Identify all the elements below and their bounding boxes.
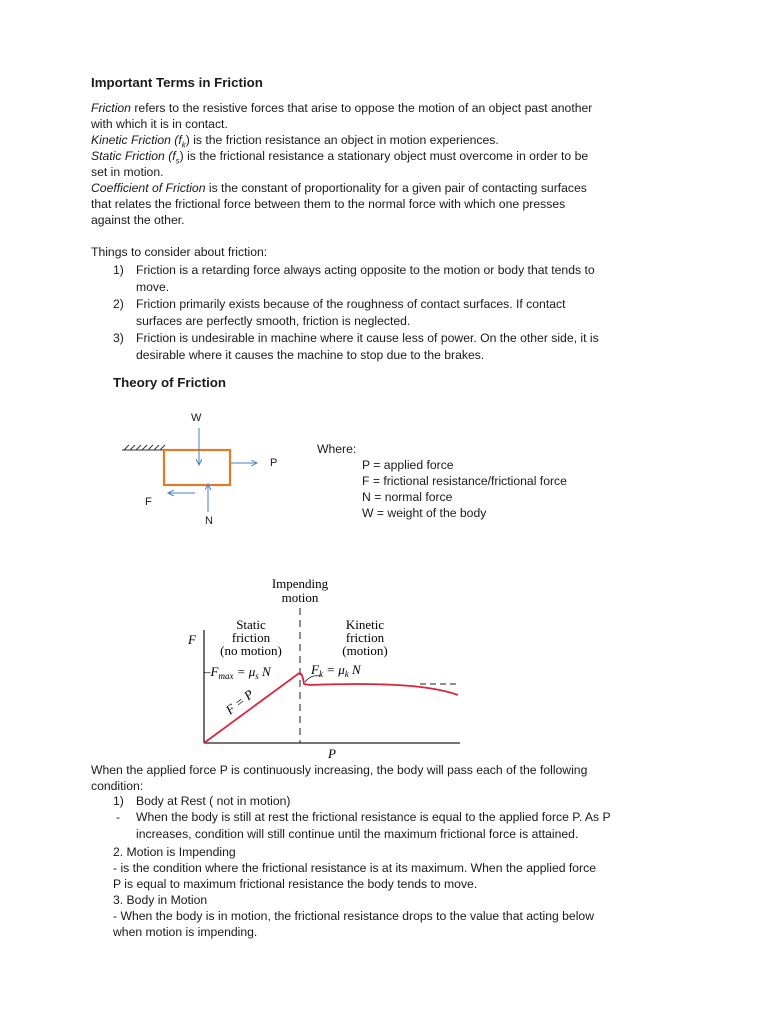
list-number: 1) bbox=[113, 263, 124, 277]
fmax-eq: = μ bbox=[233, 664, 256, 679]
list-item-line2: surfaces are perfectly smooth, friction is neglected. bbox=[136, 314, 411, 328]
conditions-intro-line1: When the applied force P is continuously increasing, the body will pass each of the following bbox=[91, 763, 588, 777]
list-number: 3) bbox=[113, 331, 124, 345]
static-label-1: Static bbox=[236, 617, 266, 632]
consider-intro: Things to consider about friction: bbox=[91, 245, 268, 259]
condition-1-number: 1) bbox=[113, 794, 124, 808]
normal-force-label: N bbox=[205, 515, 213, 527]
y-axis-label: F bbox=[188, 632, 196, 647]
static-label-2: friction bbox=[231, 630, 271, 645]
legend-w: W = weight of the body bbox=[362, 506, 487, 520]
fmax-end: N bbox=[258, 664, 271, 679]
coefficient-definition-line1 bbox=[91, 180, 587, 196]
static-definition-text: ) is the frictional resistance a stationary object must overcome in order to be bbox=[179, 149, 589, 163]
condition-3-line2: when motion is impending. bbox=[113, 925, 258, 939]
condition-2-title: 2. Motion is Impending bbox=[113, 845, 236, 859]
x-axis-label: P bbox=[328, 746, 336, 760]
friction-definition-text: refers to the resistive forces that arise to oppose the motion of an object past another bbox=[130, 101, 593, 115]
friction-term: Friction bbox=[91, 101, 131, 115]
fk-sub2: k bbox=[344, 669, 349, 679]
condition-1-dash: - bbox=[116, 810, 121, 824]
conditions-intro-line2: condition: bbox=[91, 779, 144, 793]
coefficient-definition-line2: that relates the frictional force between them to the normal force with which one presses bbox=[91, 197, 566, 211]
static-term: Static Friction (f bbox=[91, 149, 176, 163]
list-item-line1: Friction is undesirable in machine where it cause less of power. On the other side, it is bbox=[136, 331, 599, 345]
friction-definition-line1 bbox=[91, 100, 592, 116]
kinetic-definition-text: ) is the friction resistance an object in motion experiences. bbox=[185, 133, 499, 147]
static-subscript: s bbox=[175, 156, 180, 166]
condition-2-line2: P is equal to maximum frictional resistance the body tends to move. bbox=[113, 877, 478, 891]
page-title: Important Terms in Friction bbox=[91, 75, 263, 90]
kinetic-label-3: (motion) bbox=[342, 643, 388, 658]
static-definition-line2: set in motion. bbox=[91, 165, 164, 179]
friction-definition-line2: with which it is in contact. bbox=[91, 117, 228, 131]
legend-n: N = normal force bbox=[362, 490, 453, 504]
fmax-f: F bbox=[210, 664, 219, 679]
friction-graph bbox=[185, 570, 475, 760]
coefficient-term: Coefficient of Friction bbox=[91, 181, 206, 195]
applied-force-label: P bbox=[270, 457, 278, 469]
fmax-sub2: s bbox=[255, 671, 259, 681]
condition-1-line2: increases, condition will still continue until the maximum frictional force is attained. bbox=[136, 827, 579, 841]
fmax-equation: $-F_{max} = \mu_s$ N bbox=[204, 664, 271, 681]
list-item-line1: Friction primarily exists because of the roughness of contact surfaces. If contact bbox=[136, 297, 566, 311]
fk-sub: k bbox=[318, 669, 323, 679]
coefficient-definition-line3: against the other. bbox=[91, 213, 185, 227]
impending-label-2: motion bbox=[281, 590, 319, 605]
condition-1-line1: When the body is still at rest the frictional resistance is equal to the applied force P. As P bbox=[136, 810, 611, 824]
kinetic-label-1: Kinetic bbox=[345, 617, 385, 632]
condition-1-title: Body at Rest ( not in motion) bbox=[136, 794, 291, 808]
fk-equation bbox=[310, 662, 362, 679]
list-item-line2: desirable where it causes the machine to stop due to the brakes. bbox=[136, 348, 485, 362]
kinetic-label-2: friction bbox=[345, 630, 385, 645]
list-item-line2: move. bbox=[136, 280, 170, 294]
weight-label: W bbox=[191, 412, 202, 424]
kinetic-term: Kinetic Friction (f bbox=[91, 133, 182, 147]
static-definition-line1 bbox=[91, 148, 588, 170]
fk-f: F bbox=[311, 662, 319, 677]
legend-f: F = frictional resistance/frictional force bbox=[362, 474, 567, 488]
legend-p: P = applied force bbox=[362, 458, 454, 472]
impending-label-1: Impending bbox=[271, 576, 329, 591]
static-label-3: (no motion) bbox=[220, 643, 282, 658]
list-item-line1: Friction is a retarding force always acting opposite to the motion or body that tends to bbox=[136, 263, 595, 277]
body-block bbox=[164, 450, 230, 485]
ground-hatch bbox=[124, 445, 165, 450]
list-number: 2) bbox=[113, 297, 124, 311]
coefficient-definition-text: is the constant of proportionality for a given pair of contacting surfaces bbox=[205, 181, 587, 195]
fk-end: N bbox=[348, 662, 361, 677]
condition-3-line1: - When the body is in motion, the frictional resistance drops to the value that acting below bbox=[113, 909, 594, 923]
diagram-legend bbox=[317, 441, 567, 521]
fk-eq: = μ bbox=[322, 662, 345, 677]
fmax-sub: max bbox=[218, 671, 234, 681]
kinetic-subscript: k bbox=[181, 140, 186, 150]
slope-label: F = P bbox=[222, 686, 257, 718]
legend-where: Where: bbox=[317, 442, 357, 456]
condition-3-title: 3. Body in Motion bbox=[113, 893, 208, 907]
friction-force-label: F bbox=[145, 496, 152, 508]
theory-heading: Theory of Friction bbox=[113, 375, 227, 390]
condition-2-line1: - is the condition where the frictional resistance is at its maximum. When the applied force bbox=[113, 861, 596, 875]
